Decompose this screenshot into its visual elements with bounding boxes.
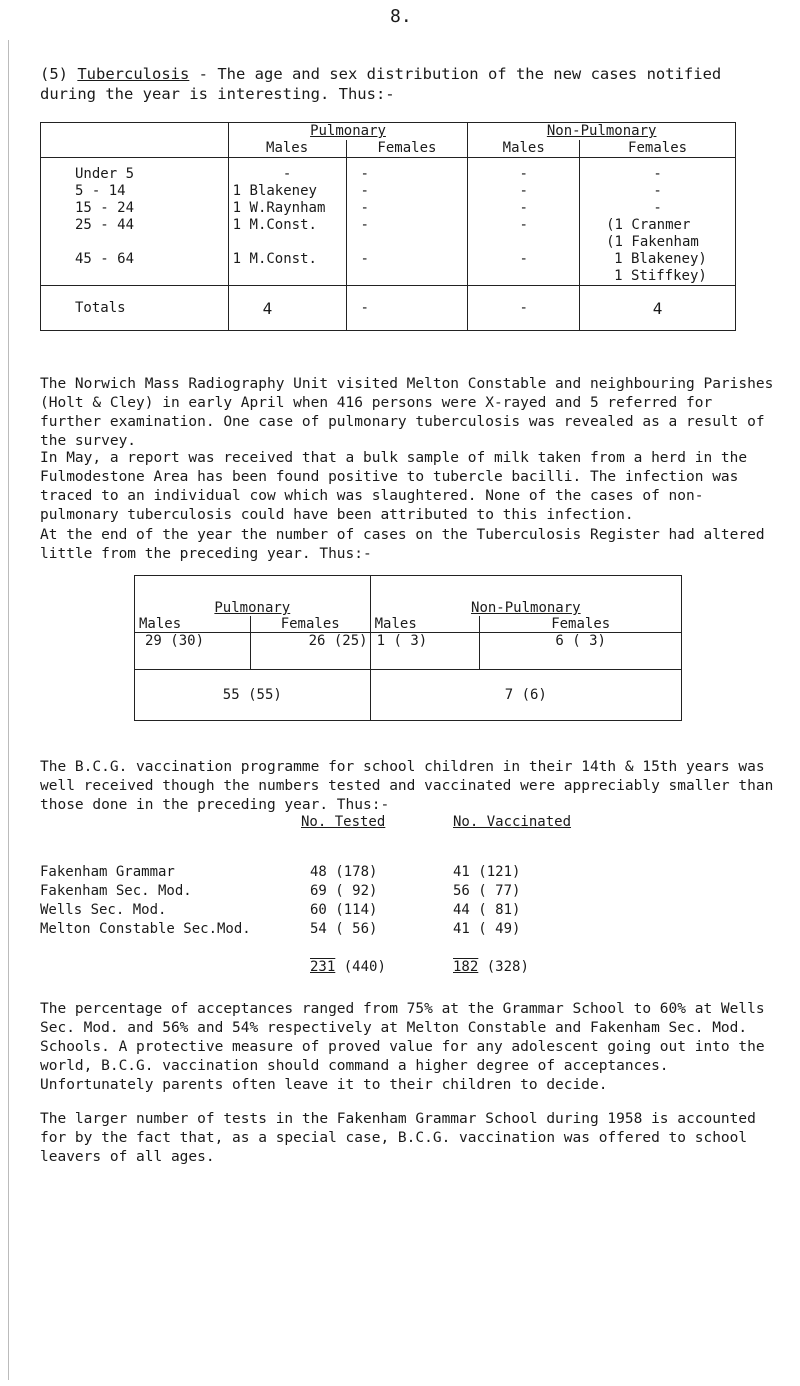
table-row: 5 - 14 1 Blakeney - - - [41,183,736,200]
table-row: 25 - 44 1 M.Const. - - (1 Cranmer [41,217,736,234]
page-number: 8. [390,6,412,27]
school-name: Wells Sec. Mod. [40,902,167,918]
age-sex-table [40,122,736,331]
table-subheader-row [41,140,736,158]
vaccinated-value: 41 (121) [453,864,521,880]
school-name: Fakenham Grammar [40,864,175,880]
header-non-pulmonary: Non-Pulmonary [370,576,681,617]
subheader-males: Males [468,140,580,158]
tested-value: 48 (178) [310,864,378,880]
paragraph-bcg: The B.C.G. vaccination programme for school children in their 14th & 15th years was well received though the numbers tested and vaccinated were appreciably smaller than those done in the preceding year. Thus:- [40,759,774,813]
school-name: Melton Constable Sec.Mod. [40,921,251,937]
table-row: Under 5 - - - - [41,166,736,183]
table-header-row [135,576,682,617]
subheader-females: Females [580,140,736,158]
table-row: 45 - 64 1 M.Const. - - 1 Blakeney) [41,251,736,268]
header-pulmonary: Pulmonary [228,123,468,141]
tested-value: 69 ( 92) [310,883,378,899]
col-header-vaccinated: No. Vaccinated [453,814,572,830]
table-row: 29 (30) 26 (25) 1 ( 3) 6 ( 3) [135,633,682,670]
table-subheader-row: Males Females Males Females [135,616,682,633]
school-name: Fakenham Sec. Mod. [40,883,192,899]
section-heading [40,64,775,104]
vaccinated-value: 44 ( 81) [453,902,521,918]
page-edge-shadow [8,40,9,1380]
paragraph-acceptances: The percentage of acceptances ranged from 75% at the Grammar School to 60% at Wells Sec. Mod. and 56% and 54% respectively at Melton Constable and Fakenham Sec. Mod. Schools. A protective measure of proved value for any adolescent going out into the world, B.C.G. vaccination should command a higher degree of acceptances. Unfortunately parents often leave it to their children to decide. [40,1001,765,1093]
paragraph-register: At the end of the year the number of cases on the Tuberculosis Register had altered little from the preceding year. Thus:- [40,527,765,562]
subheader-females: Females [346,140,468,158]
paragraph-milk-sample: In May, a report was received that a bulk sample of milk taken from a herd in the Fulmodestone Area has been found positive to tubercle bacilli. The infection was traced to an individual cow which was slaughtered. None of the cases of non-pulmonary tuberculosis could have been attributed to this infection. [40,450,748,523]
section-number: (5) [40,65,68,83]
register-table [134,575,682,721]
table-row: 15 - 24 1 W.Raynham - - - [41,200,736,217]
header-pulmonary: Pulmonary [135,576,371,617]
paragraph-grammar-school: The larger number of tests in the Fakenham Grammar School during 1958 is accounted for by the fact that, as a special case, B.C.G. vaccination was offered to school leavers of all ages. [40,1111,756,1165]
section-intro: - The age and sex distribution of the new cases notified during the year is interesting. Thus:- [40,65,722,103]
totals-row: Totals 4 - - 4 [41,286,736,331]
totals-row: 55 (55) 7 (6) [135,670,682,721]
table-row: 1 Stiffkey) [41,268,736,286]
tested-value: 54 ( 56) [310,921,378,937]
total-tested: 231 (440) [310,959,386,975]
vaccinated-value: 41 ( 49) [453,921,521,937]
table-header-row [41,123,736,141]
vaccinated-value: 56 ( 77) [453,883,521,899]
tested-value: 60 (114) [310,902,378,918]
col-header-tested: No. Tested [301,814,386,830]
paragraph-radiography: The Norwich Mass Radiography Unit visited Melton Constable and neighbouring Parishes (Holt & Cley) in early April when 416 persons were X-rayed and 5 referred for further examination. One case of pulmonary tuberculosis was revealed as a result of the survey. [40,376,774,449]
table-row: (1 Fakenham [41,234,736,251]
header-non-pulmonary: Non-Pulmonary [468,123,736,141]
total-vaccinated: 182 (328) [453,959,529,975]
subheader-males: Males [228,140,346,158]
section-title: Tuberculosis [77,65,190,83]
